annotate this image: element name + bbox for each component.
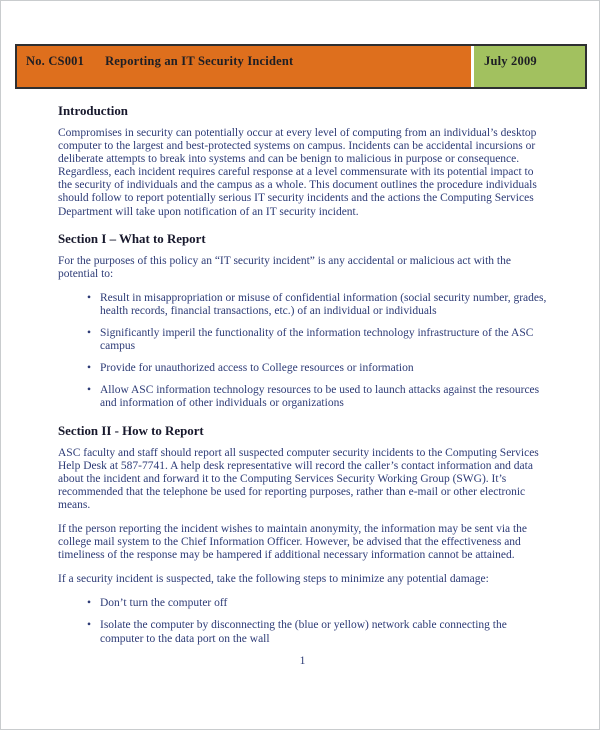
- doc-title: Reporting an IT Security Incident: [105, 54, 294, 68]
- document-body: [58, 98, 547, 668]
- header-title-cell: [17, 46, 471, 87]
- page-number: 1: [299, 654, 306, 667]
- section2-paragraph-1: ASC faculty and staff should report all suspected computer security incidents to the Computing Services Help Desk at 587-7741. A help desk representative will record the caller’s contact information and data about the incident and forward it to the Computing Services Security Working Group (SWG). It’s recommended that the telephone be used for reporting purposes, rather than e-mail or other electronic means.: [58, 446, 539, 511]
- section2-paragraph-2: If the person reporting the incident wishes to maintain anonymity, the information may be sent via the college mail system to the Chief Information Officer. However, be advised that the effectiveness and timeliness of the response may be hampered if additional necessary information cannot be attained.: [58, 522, 528, 562]
- section2-paragraph-3: If a security incident is suspected, take the following steps to minimize any potential damage:: [58, 573, 489, 586]
- section1-heading: Section I – What to Report: [58, 231, 206, 246]
- doc-date: July 2009: [484, 54, 537, 68]
- intro-heading: Introduction: [58, 104, 128, 118]
- section2-heading: Section II - How to Report: [58, 423, 204, 438]
- list-item: • Allow ASC information technology resources to be used to launch attacks against the resources and information of other individuals or organizations: [58, 384, 547, 410]
- doc-number: No. CS001: [26, 54, 85, 68]
- header-banner: [15, 44, 587, 89]
- list-item: • Don’t turn the computer off: [58, 597, 547, 610]
- list-item: • Provide for unauthorized access to College resources or information: [58, 362, 547, 375]
- list-item: • Significantly imperil the functionality of the information technology infrastructure of the ASC campus: [58, 327, 547, 353]
- section1-lead-paragraph: For the purposes of this policy an “IT security incident” is any accidental or malicious act with the potential to:: [58, 254, 511, 280]
- section1-bullet-list: [58, 292, 547, 411]
- intro-paragraph: Compromises in security can potentially occur at every level of computing from an individual’s desktop computer to the largest and best-protected systems on campus. Incidents can be accidental incursions or deliberate attempts to break into systems and can be benign to malicious in purpose or consequence. Regardless, each incident requires careful response at a level commensurate with its potential impact to the security of individuals and the campus as a whole. This document outlines the procedure individuals should follow to report potentially serious IT security incidents and the actions the Computing Services Department will take upon notification of an IT security incident.: [58, 127, 537, 218]
- header-date-cell: [474, 46, 585, 87]
- section2-bullet-list: [58, 597, 547, 645]
- list-item: • Result in misappropriation or misuse of confidential information (social security number, grades, health records, financial transactions, etc.) of an individual or individuals: [58, 292, 547, 318]
- list-item: • Isolate the computer by disconnecting the (blue or yellow) network cable connecting the computer to the data port on the wall: [58, 619, 547, 645]
